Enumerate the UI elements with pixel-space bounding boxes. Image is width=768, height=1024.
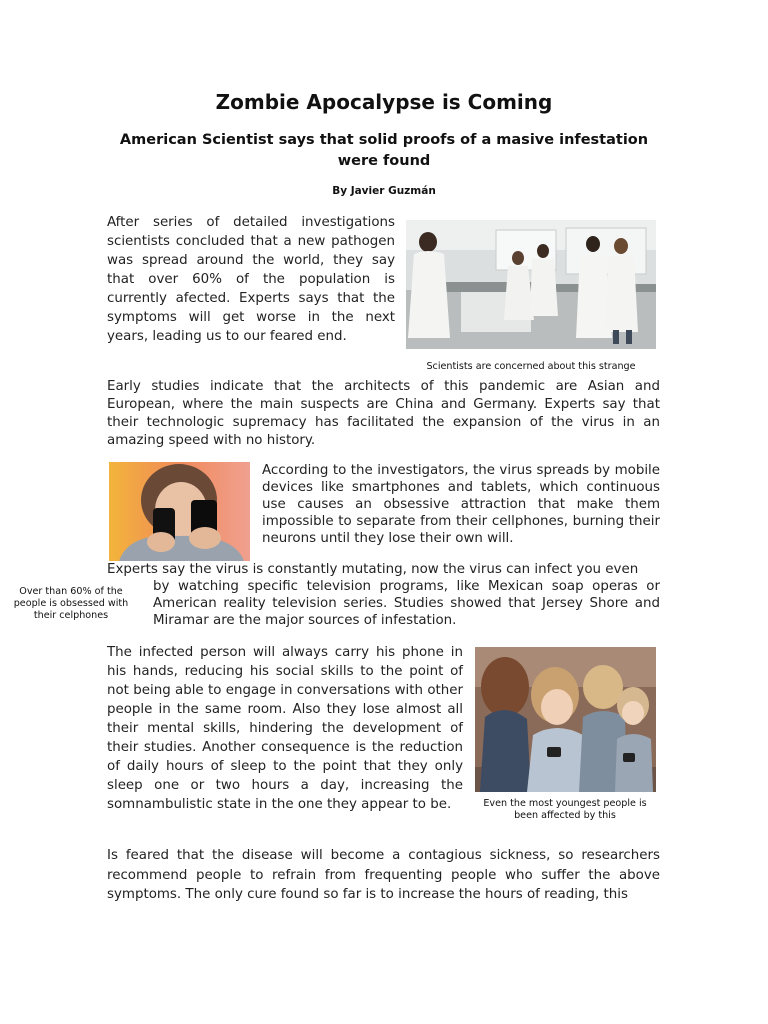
- paragraph-4-first-line: Experts say the virus is constantly mutating, now the virus can infect you even: [107, 562, 639, 577]
- article-subtitle: American Scientist says that solid proofs of a masive infestation were found: [119, 132, 649, 169]
- paragraph-3: According to the investigators, the virus spreads by mobile devices like smartphones and tablets, which continuous use causes an obsessive attraction that make them impossible to separate from their cellphones, burning their neurons until they lose their own will.: [262, 463, 660, 546]
- paragraph-6: Is feared that the disease will become a contagious sickness, so researchers recommend people to refrain from frequenting people who suffer the above symptoms. The only cure found so far is to increase the hours of reading, this: [107, 848, 660, 902]
- kids-with-phones-photo: [475, 647, 656, 792]
- paragraph-1: After series of detailed investigations scientists concluded that a new pathogen was spread around the world, they say that over 60% of the population is currently afected. Experts says that the symptoms will get worse in the next years, leading us to our feared end.: [107, 215, 395, 344]
- paragraph-4: [107, 561, 660, 629]
- phones-photo-caption: Over than 60% of the people is obsessed with their celphones: [13, 586, 129, 621]
- paragraph-2: Early studies indicate that the architects of this pandemic are Asian and European, where the main suspects are China and Germany. Experts say that their technologic supremacy has facilitated the expansion of the virus in an amazing speed with no history.: [107, 379, 660, 448]
- kids-photo-caption: Even the most youngest people is been affected by this: [483, 798, 647, 821]
- article-byline: By Javier Guzmán: [332, 185, 436, 197]
- lab-photo-caption: Scientists are concerned about this strange: [426, 361, 636, 372]
- child-with-phones-photo: [109, 462, 250, 561]
- paragraph-4-rest: by watching specific television programs, like Mexican soap operas or American reality television series. Studies showed that Jersey Shore and Miramar are the major sources of infestation.: [153, 579, 660, 628]
- scientists-lab-photo: [406, 220, 656, 349]
- paragraph-5: The infected person will always carry his phone in his hands, reducing his social skills to the point of not being able to engage in conversations with other people in the same room. Also they lose almost all their mental skills, hindering the development of their studies. Another consequence is the reduction of daily hours of sleep to the point that they only sleep one or two hours a day, increasing the somnambulistic state in the one they appear to be.: [107, 645, 463, 812]
- article-title: Zombie Apocalypse is Coming: [215, 90, 553, 114]
